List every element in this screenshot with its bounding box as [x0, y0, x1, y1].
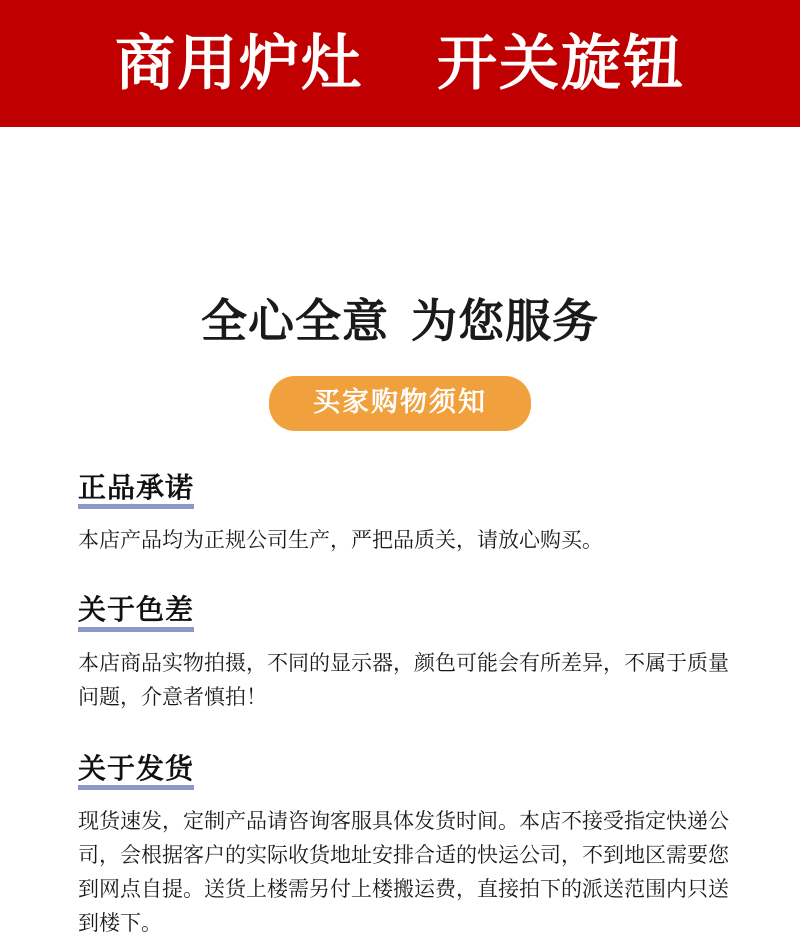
notice-section-shipping: [78, 751, 738, 940]
spacer-block: [0, 127, 800, 290]
section-heading: 关于色差: [78, 595, 194, 631]
banner-text-group: [0, 28, 800, 99]
section-body: 现货速发，定制产品请咨询客服具体发货时间。本店不接受指定快递公司，会根据客户的实际收货地址安排合适的快运公司，不到地区需要您到网点自提。送货上楼需另付上楼搬运费，直接拍下的派送范围内只送到楼下。: [78, 809, 729, 936]
section-heading: 正品承诺: [78, 473, 194, 509]
banner-title-left: 商用炉灶: [115, 28, 363, 99]
section-body: 本店产品均为正规公司生产，严把品质关，请放心购买。: [78, 528, 603, 553]
notice-section-color-difference: [78, 595, 738, 713]
section-body: 本店商品实物拍摄，不同的显示器，颜色可能会有所差异，不属于质量问题，介意者慎拍！: [78, 650, 729, 709]
notice-section-authenticity: [78, 473, 738, 557]
page-title: [0, 294, 800, 348]
header-banner: [0, 0, 800, 127]
section-heading: 关于发货: [78, 754, 194, 790]
page-title-part1: 全心全意: [201, 294, 389, 348]
pill-button-wrapper: [0, 376, 800, 431]
page-title-part2: 为您服务: [411, 294, 599, 348]
banner-title-right: 开关旋钮: [437, 28, 685, 99]
buyer-notice-button[interactable]: 买家购物须知: [269, 376, 531, 431]
notice-content: [0, 473, 800, 940]
